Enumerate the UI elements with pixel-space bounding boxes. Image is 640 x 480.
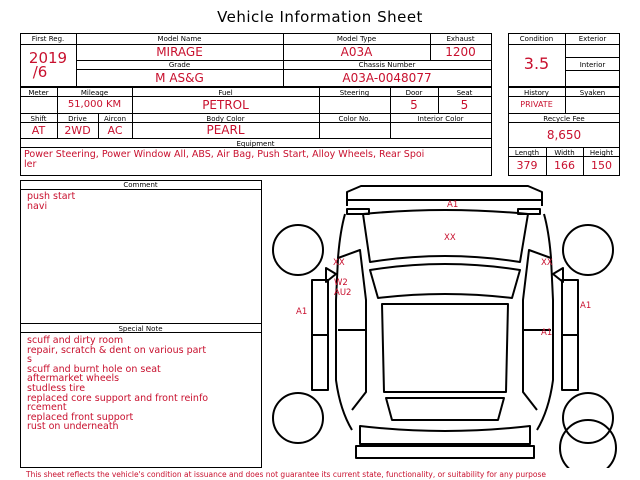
mark-front-bumper: A1	[447, 200, 459, 210]
aircon-value: AC	[107, 124, 123, 137]
special-note-label: Special Note	[118, 325, 163, 333]
door-value: 5	[410, 98, 418, 112]
special-note-line: s	[27, 354, 32, 366]
history-value: PRIVATE	[520, 100, 553, 109]
special-note-line: aftermarket wheels	[27, 373, 120, 385]
condition-label: Condition	[519, 35, 554, 43]
model-name-value: MIRAGE	[156, 45, 203, 59]
drive-label: Drive	[68, 115, 87, 123]
seat-label: Seat	[456, 89, 473, 97]
body-color-value: PEARL	[206, 123, 245, 137]
seat-value: 5	[460, 98, 469, 112]
chassis-number-label: Chassis Number	[358, 61, 416, 69]
mark-windshield-2: AU2	[334, 288, 352, 298]
equipment-line-1: Power Steering, Power Window All, ABS, Air Bag, Push Start, Alloy Wheels, Rear Spoi	[24, 149, 425, 160]
height-value: 150	[591, 159, 612, 172]
model-name-label: Model Name	[157, 35, 202, 43]
length-value: 379	[516, 159, 538, 172]
special-note-line: replaced front support	[27, 411, 134, 423]
mark-hood: XX	[444, 233, 456, 243]
special-note-line: rcement	[27, 402, 67, 414]
model-type-value: A03A	[340, 45, 373, 59]
color-no-label: Color No.	[338, 115, 371, 123]
mark-right-side: A1	[580, 301, 592, 311]
special-note-line: replaced core support and front reinfo	[27, 392, 209, 404]
door-label: Door	[405, 89, 423, 97]
aircon-label: Aircon	[103, 115, 127, 123]
grade-value: M AS&G	[155, 71, 204, 85]
shift-value: AT	[31, 124, 46, 137]
mileage-label: Mileage	[80, 89, 109, 97]
comment-label: Comment	[123, 181, 158, 189]
special-note-line: studless tire	[27, 382, 86, 394]
shift-label: Shift	[30, 115, 47, 123]
width-label: Width	[554, 149, 575, 157]
fuel-label: Fuel	[218, 89, 233, 97]
special-note-line: rust on underneath	[27, 421, 119, 433]
length-label: Length	[514, 149, 540, 157]
comment-line: navi	[27, 200, 48, 212]
meter-label: Meter	[28, 89, 49, 97]
recycle-fee-label: Recycle Fee	[543, 115, 585, 123]
mark-windshield-1: W2	[334, 278, 348, 288]
car-damage-diagram	[262, 178, 632, 468]
exterior-label: Exterior	[578, 35, 607, 43]
special-note-line: scuff and dirty room	[27, 335, 124, 346]
chassis-number-value: A03A-0048077	[342, 71, 432, 85]
steering-label: Steering	[339, 89, 370, 97]
exhaust-label: Exhaust	[446, 35, 475, 43]
exhaust-value: 1200	[445, 45, 476, 59]
first-reg-label: First Reg.	[31, 35, 65, 43]
special-note-list	[27, 336, 208, 432]
special-note-line: repair, scratch & dent on various part	[27, 344, 207, 356]
mark-left-side: A1	[296, 307, 308, 317]
mark-right-door: A1	[541, 328, 553, 338]
mileage-value: 51,000 KM	[67, 99, 122, 110]
model-type-label: Model Type	[336, 35, 377, 43]
interior-label: Interior	[579, 61, 606, 69]
history-label: History	[524, 89, 549, 97]
recycle-fee-value: 8,650	[546, 128, 582, 142]
comment-line: push start	[27, 191, 76, 202]
condition-value: 3.5	[523, 54, 550, 73]
body-color-label: Body Color	[206, 115, 245, 123]
mark-left-front-fender: XX	[333, 258, 345, 268]
height-label: Height	[589, 149, 614, 157]
width-value: 166	[554, 159, 575, 172]
sheet-title: Vehicle Information Sheet	[217, 8, 423, 26]
syaken-label: Syaken	[579, 89, 606, 97]
disclaimer-footer: This sheet reflects the vehicle's condition at issuance and does not guarantee its current state, functionality, or suitability for any purpose	[26, 470, 547, 479]
interior-color-label: Interior Color	[417, 115, 464, 123]
first-reg-year: 2019	[28, 49, 68, 67]
mark-right-front-fender: XX	[541, 258, 553, 268]
comment-list	[27, 192, 75, 211]
equipment-label: Equipment	[236, 140, 275, 148]
drive-value: 2WD	[64, 124, 91, 137]
special-note-line: scuff and burnt hole on seat	[27, 363, 161, 375]
first-reg-month: /6	[32, 63, 48, 81]
equipment-line-2: ler	[24, 159, 37, 170]
fuel-value: PETROL	[202, 98, 249, 112]
grade-label: Grade	[168, 61, 191, 69]
